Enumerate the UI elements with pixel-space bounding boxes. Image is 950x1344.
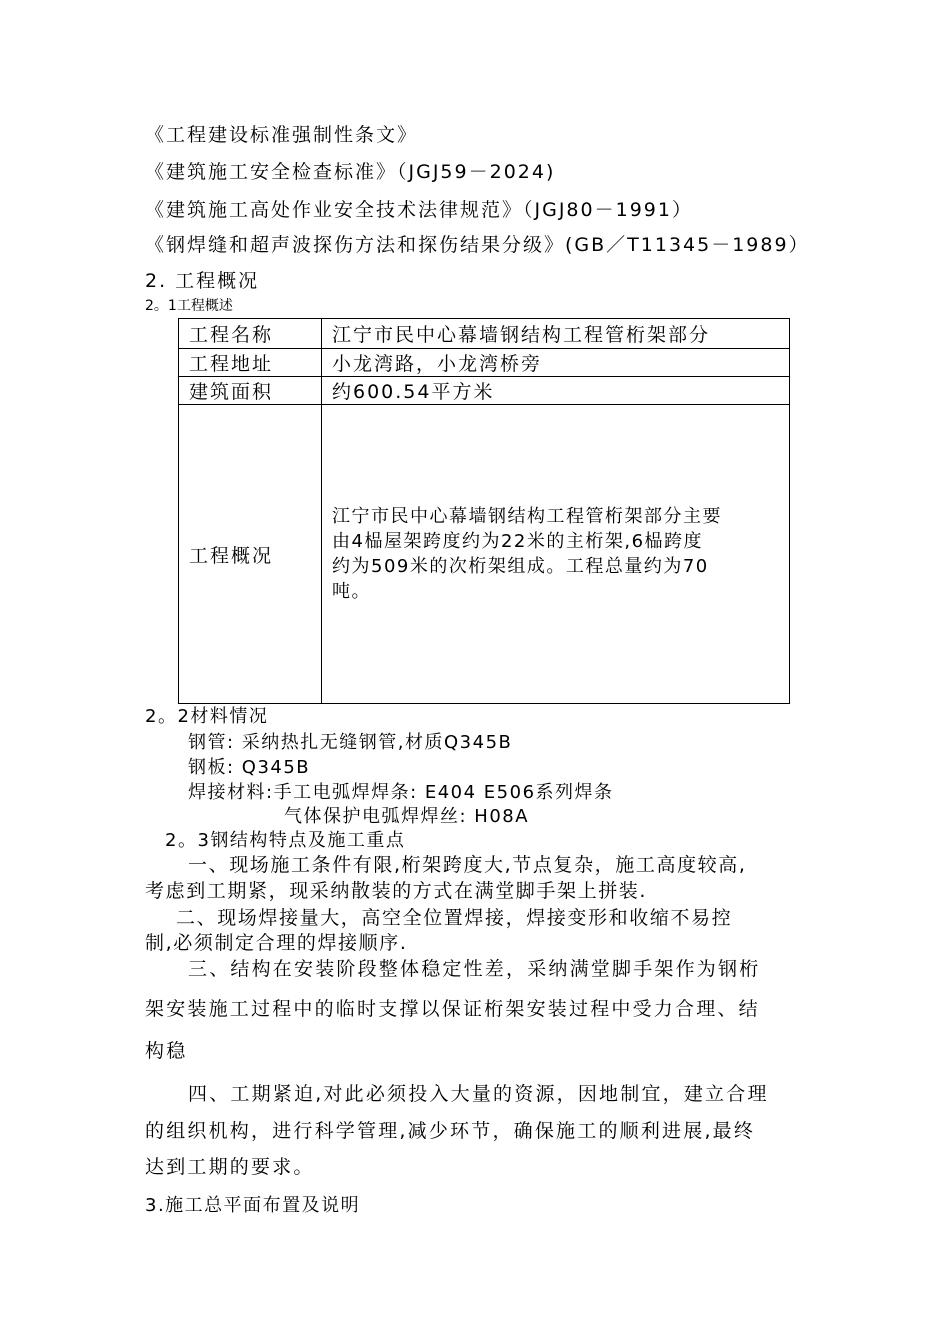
table-row xyxy=(179,319,790,349)
project-info-table xyxy=(178,318,790,704)
row-value-summary xyxy=(322,405,790,704)
section-2-2-heading: 2。2材料情况 xyxy=(145,706,269,727)
reference-3: 《建筑施工高处作业安全技术法律规范》（JGJ80－1991） xyxy=(145,199,693,221)
row-key: 工程名称 xyxy=(179,319,322,349)
table-row xyxy=(179,377,790,405)
reference-4: 《钢焊缝和超声波探伤方法和探伤结果分级》(GB／T11345－1989） xyxy=(145,234,810,256)
row-key: 工程概况 xyxy=(179,405,322,704)
point-line: 一、现场施工条件有限,桁架跨度大,节点复杂，施工高度较高, xyxy=(188,854,747,876)
reference-1: 《工程建设标准强制性条文》 xyxy=(145,124,419,146)
row-value: 江宁市民中心幕墙钢结构工程管桁架部分 xyxy=(322,319,790,349)
point-line: 三、结构在安装阶段整体稳定性差，采纳满堂脚手架作为钢桁 xyxy=(188,958,761,980)
point-line: 四、工期紧迫,对此必须投入大量的资源，因地制宜，建立合理 xyxy=(188,1083,769,1105)
row-key: 工程地址 xyxy=(179,349,322,377)
section-2-1-heading: 2。1工程概述 xyxy=(145,298,233,314)
table-row xyxy=(179,405,790,704)
point-line: 架安装施工过程中的临时支撑以保证桁架安装过程中受力合理、结 xyxy=(145,998,760,1020)
point-line: 考虑到工期紧，现采纳散装的方式在满堂脚手架上拼装. xyxy=(145,880,648,902)
point-line: 二、现场焊接量大，高空全位置焊接，焊接变形和收缩不易控 xyxy=(176,907,733,929)
material-item: 焊接材料:手工电弧焊焊条: E404 E506系列焊条 xyxy=(188,782,614,803)
section-2-heading: 2. 工程概况 xyxy=(145,270,260,292)
row-key: 建筑面积 xyxy=(179,377,322,405)
summary-line: 江宁市民中心幕墙钢结构工程管桁架部分主要 xyxy=(332,506,722,527)
point-line: 达到工期的要求。 xyxy=(145,1156,315,1178)
summary-line: 由4榀屋架跨度约为22米的主桁架,6榀跨度 xyxy=(332,531,704,552)
material-item: 钢板: Q345B xyxy=(188,757,311,778)
point-line: 制,必须制定合理的焊接顺序. xyxy=(145,932,408,954)
point-line: 构稳 xyxy=(145,1040,188,1062)
row-value: 约600.54平方米 xyxy=(322,377,790,405)
section-2-3-heading: 2。3钢结构特点及施工重点 xyxy=(165,830,406,851)
material-item: 钢管: 采纳热扎无缝钢管,材质Q345B xyxy=(188,732,513,753)
material-item: 气体保护电弧焊焊丝: H08A xyxy=(284,806,530,827)
summary-line: 约为509米的次桁架组成。工程总量约为70 xyxy=(332,556,709,577)
point-line: 的组织机构，进行科学管理,减少环节，确保施工的顺利进展,最终 xyxy=(145,1120,756,1142)
reference-2: 《建筑施工安全检查标准》（JGJ59－2024) xyxy=(145,161,556,183)
summary-line: 吨。 xyxy=(332,581,371,602)
row-value: 小龙湾路，小龙湾桥旁 xyxy=(322,349,790,377)
table-row xyxy=(179,349,790,377)
section-3-heading: 3.施工总平面布置及说明 xyxy=(145,1195,361,1216)
